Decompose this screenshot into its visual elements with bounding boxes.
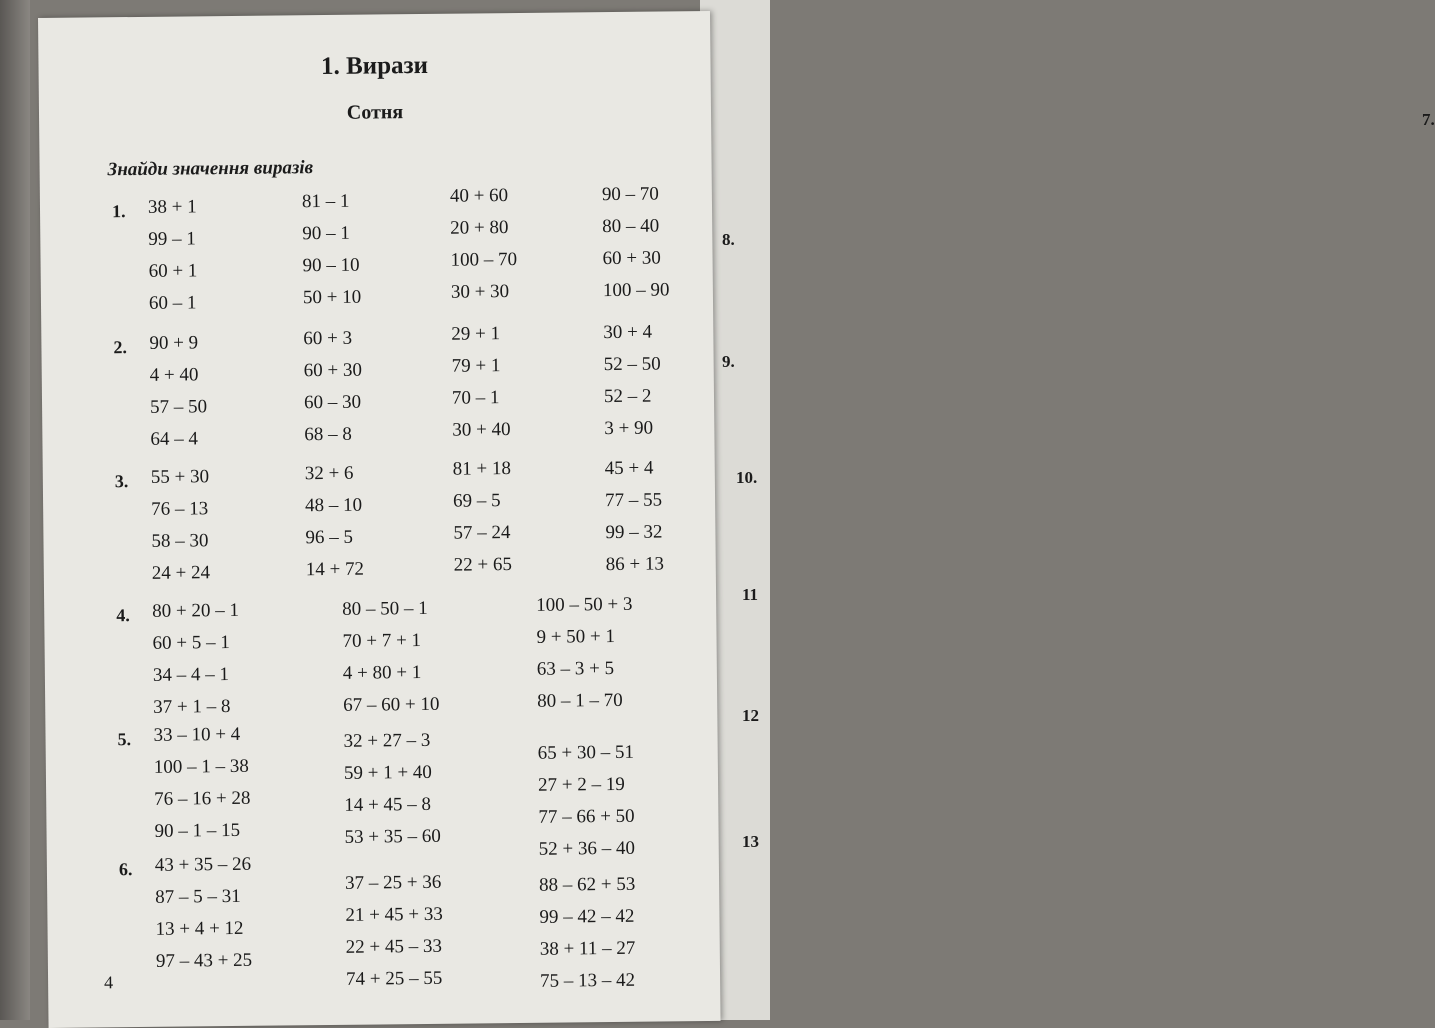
exercise-number: 5. (117, 729, 132, 750)
expression: 22 + 65 (453, 554, 513, 576)
expression: 79 + 1 (451, 355, 501, 377)
expression: 60 – 1 (148, 292, 197, 314)
expression: 97 – 43 + 25 (155, 949, 253, 972)
expression: 60 + 30 (303, 359, 363, 382)
expression: 77 – 66 + 50 (538, 805, 635, 828)
expression: 67 – 60 + 10 (343, 693, 440, 716)
expression: 37 + 1 – 8 (153, 696, 231, 718)
expression: 70 – 1 (451, 387, 500, 409)
expression: 3 + 90 (604, 417, 654, 440)
exercise-number: 2. (113, 337, 128, 358)
expression: 45 + 4 (604, 457, 654, 480)
expression: 57 – 50 (149, 396, 208, 418)
expression: 60 – 30 (303, 391, 362, 414)
next-page-exercise-number: 10. (736, 468, 758, 487)
expression: 60 + 30 (602, 247, 661, 270)
expression: 43 + 35 – 26 (154, 853, 252, 876)
expression: 100 – 70 (450, 248, 518, 271)
expression: 4 + 80 + 1 (342, 662, 422, 684)
expression: 86 + 13 (605, 553, 665, 576)
expression: 32 + 6 (304, 462, 354, 485)
expression: 20 + 80 (450, 217, 509, 239)
expression: 24 + 24 (151, 562, 211, 584)
expression: 29 + 1 (451, 323, 501, 345)
expression: 90 + 9 (149, 332, 199, 354)
expression: 34 – 4 – 1 (152, 664, 229, 686)
expression: 52 – 50 (603, 353, 661, 376)
expression: 22 + 45 – 33 (345, 935, 443, 958)
expression: 53 + 35 – 60 (344, 825, 441, 848)
expression: 80 – 1 – 70 (537, 689, 623, 712)
expression: 52 + 36 – 40 (538, 837, 636, 860)
expression: 100 – 1 – 38 (153, 755, 249, 778)
expression: 99 – 42 – 42 (539, 905, 635, 928)
next-page-exercise-number: 7. (1422, 110, 1435, 129)
section-title: Сотня (346, 101, 404, 124)
expression: 38 + 11 – 27 (539, 937, 636, 960)
expression: 100 – 50 + 3 (536, 593, 633, 616)
expression: 76 – 13 (151, 498, 209, 520)
expression: 81 + 18 (452, 458, 512, 480)
expression: 32 + 27 – 3 (343, 729, 431, 752)
expression: 60 + 3 (303, 327, 353, 350)
expression: 30 + 30 (450, 281, 510, 303)
expression: 68 – 8 (304, 423, 352, 446)
expression: 70 + 7 + 1 (342, 630, 422, 652)
expression: 14 + 72 (305, 558, 365, 581)
expression: 48 – 10 (305, 494, 363, 517)
expression: 90 – 1 (302, 222, 350, 245)
expression: 64 – 4 (150, 428, 199, 450)
book-page (38, 11, 721, 1028)
page-title: 1. Вирази (320, 51, 429, 81)
expression: 74 + 25 – 55 (345, 967, 443, 990)
expression: 50 + 10 (302, 286, 362, 309)
expression: 38 + 1 (147, 196, 197, 218)
next-page-exercise-number: 13 (742, 832, 759, 851)
expression: 90 – 70 (601, 183, 659, 206)
next-page-exercise-number: 12 (742, 706, 759, 725)
expression: 60 + 5 – 1 (152, 632, 230, 654)
expression: 69 – 5 (452, 490, 501, 512)
expression: 81 – 1 (301, 190, 350, 213)
next-page-exercise-number: 11 (742, 585, 759, 604)
next-page-exercise-number: 8. (722, 230, 735, 249)
instruction-text: Знайди значення виразів (107, 157, 314, 181)
expression: 99 – 1 (148, 228, 196, 250)
expression: 21 + 45 + 33 (345, 903, 443, 926)
expression: 63 – 3 + 5 (536, 658, 615, 680)
expression: 55 + 30 (150, 466, 210, 488)
expression: 100 – 90 (602, 279, 670, 302)
expression: 77 – 55 (604, 489, 663, 512)
exercise-number: 6. (118, 859, 133, 880)
exercise-number: 1. (111, 201, 126, 222)
expression: 4 + 40 (149, 364, 199, 386)
expression: 80 – 40 (602, 215, 660, 238)
expression: 90 – 10 (302, 254, 360, 277)
expression: 30 + 4 (603, 321, 653, 344)
expression: 27 + 2 – 19 (537, 773, 625, 796)
expression: 80 – 50 – 1 (342, 597, 428, 620)
expression: 14 + 45 – 8 (344, 793, 432, 816)
next-page-exercise-number: 9. (722, 352, 735, 371)
expression: 58 – 30 (151, 530, 209, 552)
expression: 76 – 16 + 28 (154, 787, 251, 810)
exercise-number: 3. (114, 471, 129, 492)
expression: 99 – 32 (605, 521, 663, 544)
expression: 40 + 60 (449, 185, 509, 207)
expression: 52 – 2 (603, 385, 652, 408)
expression: 13 + 4 + 12 (155, 917, 244, 940)
exercise-number: 4. (116, 605, 130, 626)
page-number: 4 (103, 972, 114, 993)
expression: 9 + 50 + 1 (536, 625, 616, 648)
expression: 33 – 10 + 4 (153, 723, 241, 746)
expression: 87 – 5 – 31 (155, 885, 241, 908)
expression: 96 – 5 (305, 526, 354, 549)
expression: 90 – 1 – 15 (154, 819, 241, 842)
expression: 65 + 30 – 51 (537, 741, 635, 764)
book-spine-shadow (0, 0, 30, 1020)
expression: 57 – 24 (453, 522, 511, 544)
expression: 30 + 40 (452, 419, 511, 441)
expression: 60 + 1 (148, 260, 198, 282)
expression: 59 + 1 + 40 (343, 761, 432, 784)
expression: 80 + 20 – 1 (152, 599, 240, 622)
expression: 75 – 13 – 42 (540, 969, 636, 992)
expression: 88 – 62 + 53 (538, 873, 636, 896)
expression: 37 – 25 + 36 (344, 871, 442, 894)
